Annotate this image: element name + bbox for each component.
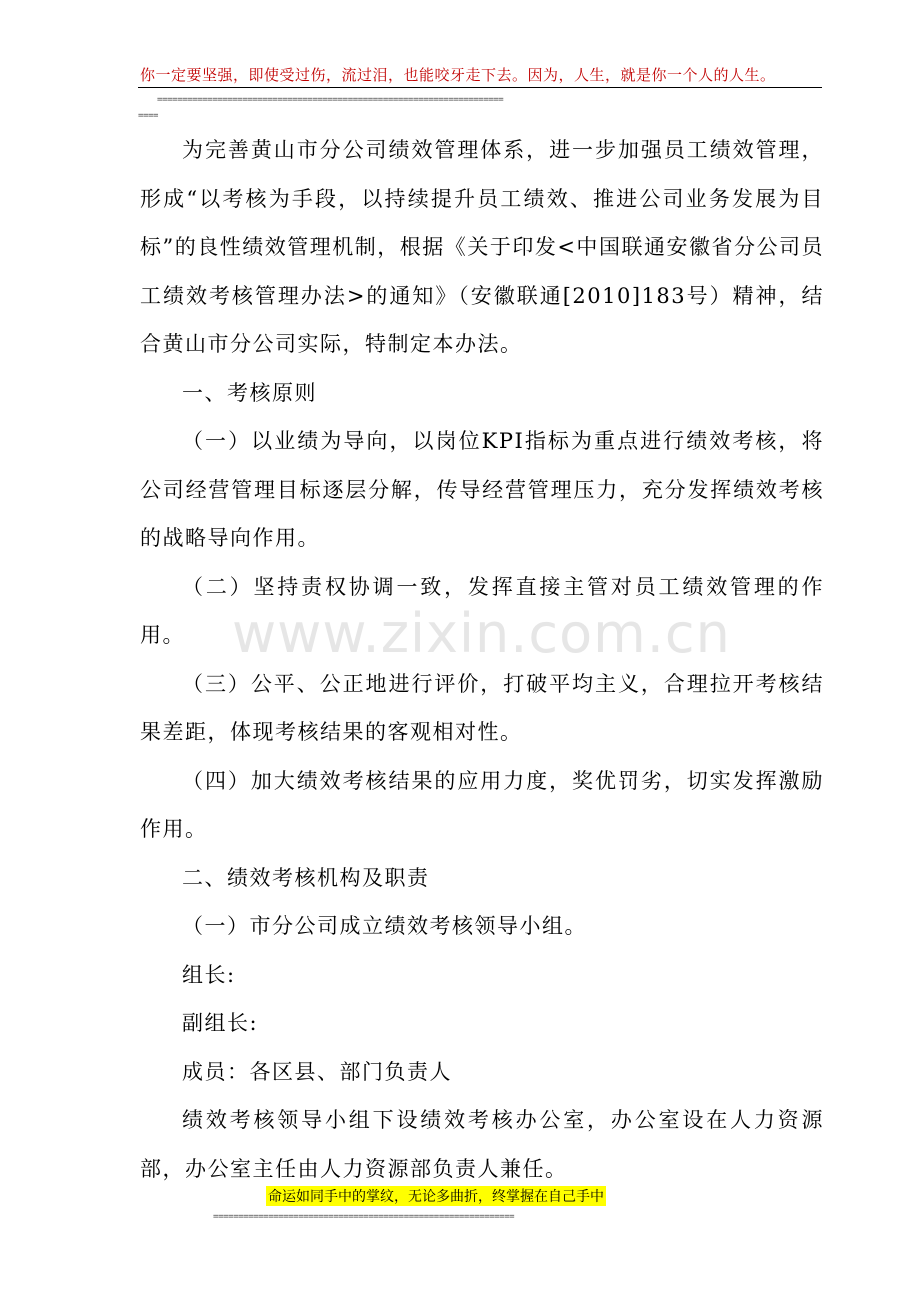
- principle-4: （四）加大绩效考核结果的应用力度，奖优罚劣，切实发挥激励作用。: [140, 768, 824, 841]
- watermark: www.zixin.com.cn: [232, 602, 731, 665]
- header-rule: [138, 87, 822, 88]
- header-motto: 你一定要坚强，即使受过伤，流过泪，也能咬牙走下去。因为，人生，就是你一个人的人生。: [140, 66, 776, 84]
- header-separator-line-continued: ====: [138, 111, 159, 121]
- footer-motto: 命运如同手中的掌纹，无论多曲折，终掌握在自己手中: [266, 1186, 606, 1206]
- header-separator-line: =====================================================================: [157, 95, 504, 105]
- intro-paragraph: 为完善黄山市分公司绩效管理体系，进一步加强员工绩效管理，形成“以考核为手段，以持续提升员工绩效、推进公司业务发展为目标”的良性绩效管理机制，根据《关于印发<中国联通安徽省分公司员工绩效考核管理办法>的通知》（安徽联通[2010]183号）精神，结合黄山市分公司实际，特制定本办法。: [140, 138, 824, 356]
- organization-item-1: （一）市分公司成立绩效考核领导小组。: [182, 914, 587, 938]
- principle-3: （三）公平、公正地进行评价，打破平均主义，合理拉开考核结果差距，体现考核结果的客观相对性。: [140, 671, 824, 744]
- document-body: [140, 126, 824, 1193]
- group-members: 成员：各区县、部门负责人: [182, 1059, 452, 1084]
- group-leader: 组长:: [182, 962, 236, 987]
- deputy-group-leader: 副组长:: [182, 1011, 259, 1035]
- principle-1: （一）以业绩为导向，以岗位KPI指标为重点进行绩效考核，将公司经营管理目标逐层分解，传导经营管理压力，充分发挥绩效考核的战略导向作用。: [140, 429, 824, 550]
- footer-separator-line: ============================================================: [213, 1212, 515, 1222]
- section-heading-organization: 二、绩效考核机构及职责: [182, 865, 430, 890]
- office-paragraph: 绩效考核领导小组下设绩效考核办公室，办公室设在人力资源部，办公室主任由人力资源部负责人兼任。: [140, 1108, 824, 1181]
- section-heading-principles: 一、考核原则: [182, 380, 317, 405]
- principle-2: （二）坚持责权协调一致，发挥直接主管对员工绩效管理的作用。: [140, 574, 824, 647]
